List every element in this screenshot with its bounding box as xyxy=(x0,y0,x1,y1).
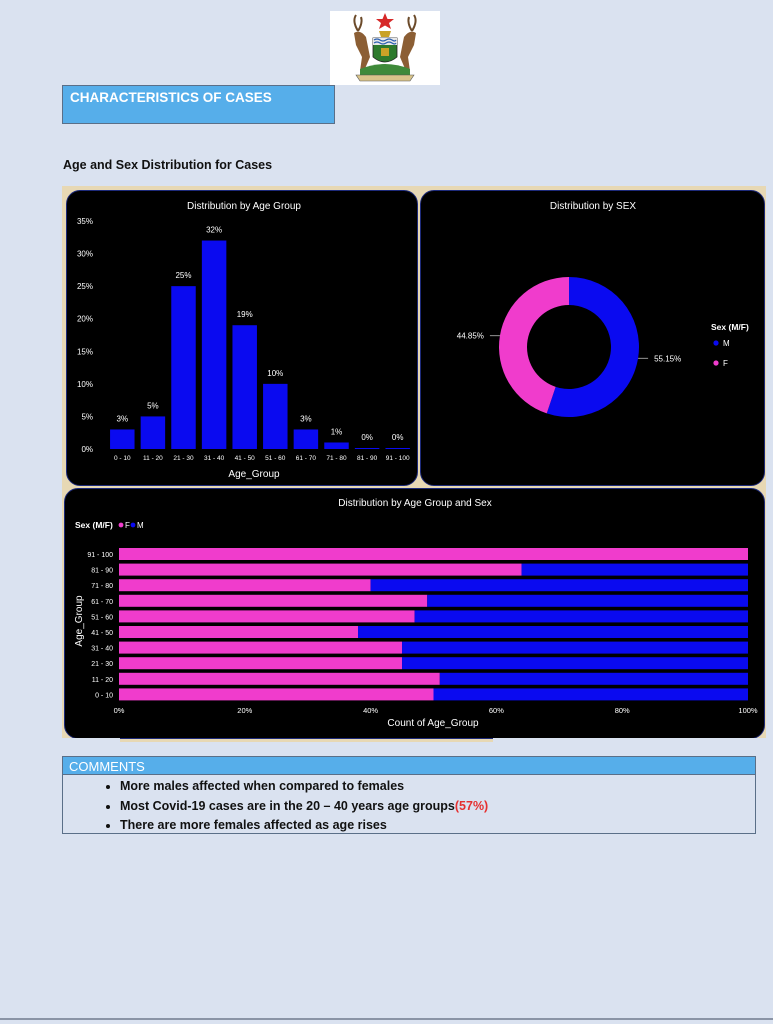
stacked-bar-segment-m xyxy=(402,657,748,669)
stacked-bar-segment-m xyxy=(402,642,748,654)
sex-panel xyxy=(420,190,765,486)
y-tick-label: 21 - 30 xyxy=(91,661,113,669)
x-tick-label: 71 - 80 xyxy=(326,455,347,462)
stacked-bar-segment-f xyxy=(119,610,415,622)
x-tick-label: 100% xyxy=(738,706,758,715)
legend-label: F xyxy=(723,359,728,368)
y-tick-label: 0% xyxy=(81,445,93,454)
legend-swatch xyxy=(119,523,124,528)
comment-highlight: (57%) xyxy=(454,798,489,813)
stacked-bar-segment-f xyxy=(119,673,440,685)
y-tick-label: 25% xyxy=(76,282,93,292)
stacked-bar-segment-f xyxy=(119,579,371,591)
comments-box xyxy=(62,756,756,834)
legend-label: F xyxy=(125,521,130,530)
bar-data-label: 19% xyxy=(236,310,253,320)
y-tick-label: 61 - 70 xyxy=(91,598,113,606)
stacked-bar-segment-m xyxy=(358,626,748,638)
bar-data-label: 5% xyxy=(147,401,159,411)
legend-label: M xyxy=(723,339,730,348)
comments-heading: COMMENTS xyxy=(63,757,755,775)
x-tick-label: 0 - 10 xyxy=(113,455,131,462)
age-bar xyxy=(324,442,348,449)
age-bar xyxy=(110,429,134,449)
bar-data-label: 3% xyxy=(116,414,129,424)
y-tick-label: 15% xyxy=(76,347,93,357)
y-tick-label: 0 - 10 xyxy=(95,692,113,700)
stacked-bar-segment-f xyxy=(119,657,402,669)
x-tick-label: 41 - 50 xyxy=(234,455,255,462)
x-axis-label: Age_Group xyxy=(228,469,280,480)
bar-data-label: 25% xyxy=(175,271,192,281)
stacked-bar-segment-f xyxy=(119,642,402,654)
legend-swatch xyxy=(713,340,718,345)
y-tick-label: 11 - 20 xyxy=(91,676,113,684)
y-tick-label: 10% xyxy=(76,379,93,389)
bar-data-label: 1% xyxy=(330,427,343,437)
stacked-bar-segment-f xyxy=(119,688,434,700)
age-bar xyxy=(171,286,195,449)
x-tick-label: 40% xyxy=(363,706,379,715)
x-tick-label: 21 - 30 xyxy=(173,455,194,462)
y-tick-label: 91 - 100 xyxy=(87,552,113,559)
y-tick-label: 35% xyxy=(76,217,93,226)
star-icon xyxy=(376,13,394,29)
comments-list xyxy=(63,777,755,836)
comment-text: There are more females affected as age rises xyxy=(120,818,387,832)
x-tick-label: 91 - 100 xyxy=(385,455,410,462)
x-tick-label: 31 - 40 xyxy=(203,455,225,462)
age-bar xyxy=(355,448,379,449)
chart-subheading: Age and Sex Distribution for Cases xyxy=(63,158,273,172)
age-bar xyxy=(263,384,287,449)
x-tick-label: 51 - 60 xyxy=(265,455,286,462)
age-group-panel xyxy=(66,190,418,486)
stacked-bar-segment-m xyxy=(415,610,748,622)
frame-gap xyxy=(493,738,766,745)
age-sex-panel xyxy=(64,488,765,739)
stacked-bar-segment-m xyxy=(434,688,749,700)
y-tick-label: 71 - 80 xyxy=(91,583,113,591)
stacked-bar-segment-f xyxy=(119,595,427,607)
y-tick-label: 81 - 90 xyxy=(91,567,113,575)
y-tick-label: 20% xyxy=(76,314,93,324)
legend-swatch xyxy=(713,360,718,365)
x-tick-label: 0% xyxy=(113,706,125,715)
bar-data-label: 3% xyxy=(300,414,312,424)
bar-data-label: 0% xyxy=(391,433,404,442)
y-tick-label: 30% xyxy=(76,249,93,259)
x-tick-label: 61 - 70 xyxy=(295,455,317,462)
slice-data-label: 55.15% xyxy=(654,354,682,364)
age-bar xyxy=(294,429,318,449)
comment-item xyxy=(120,777,755,797)
x-tick-label: 20% xyxy=(237,706,253,715)
coat-of-arms-emblem xyxy=(330,11,440,85)
section-title: CHARACTERISTICS OF CASES xyxy=(62,85,335,124)
age-sex-stacked-bar-chart xyxy=(65,489,765,739)
legend-swatch xyxy=(131,523,136,528)
y-tick-label: 41 - 50 xyxy=(91,630,113,637)
x-tick-label: 60% xyxy=(488,706,504,715)
chart-title: Distribution by SEX xyxy=(549,201,637,212)
frame-gap xyxy=(62,738,120,745)
legend-label: M xyxy=(137,521,144,530)
comment-text: Most Covid-19 cases are in the 20 – 40 years age groups xyxy=(120,798,455,813)
sex-donut-chart xyxy=(421,191,765,486)
stacked-bar-segment-m xyxy=(371,579,748,591)
y-tick-label: 31 - 40 xyxy=(91,645,113,653)
y-tick-label: 51 - 60 xyxy=(91,614,113,622)
x-axis-label: Count of Age_Group xyxy=(387,718,479,729)
age-group-bar-chart xyxy=(67,191,418,486)
stacked-bar-segment-f xyxy=(119,548,748,560)
stacked-bar-segment-m xyxy=(522,564,748,576)
comment-item xyxy=(120,797,755,817)
y-tick-label: 5% xyxy=(81,412,93,422)
bar-data-label: 10% xyxy=(267,368,284,378)
stacked-bar-segment-f xyxy=(119,564,522,576)
age-bar xyxy=(232,325,256,449)
age-bar xyxy=(141,416,165,449)
legend-title: Sex (M/F) xyxy=(711,322,749,332)
x-tick-label: 81 - 90 xyxy=(356,455,378,462)
age-bar xyxy=(202,241,226,449)
chart-title: Distribution by Age Group and Sex xyxy=(338,498,492,509)
chart-title: Distribution by Age Group xyxy=(187,201,301,212)
comment-text: More males affected when compared to females xyxy=(120,779,405,793)
y-axis-label: Age_Group xyxy=(74,595,85,647)
stacked-bar-segment-m xyxy=(440,673,748,685)
stacked-bar-segment-m xyxy=(427,595,748,607)
page-bottom-rule xyxy=(0,1018,773,1020)
legend-title: Sex (M/F) xyxy=(75,520,113,530)
bar-data-label: 32% xyxy=(206,225,223,235)
age-bar xyxy=(385,448,409,449)
bar-data-label: 0% xyxy=(361,433,373,442)
slice-data-label: 44.85% xyxy=(456,331,484,341)
stacked-bar-segment-f xyxy=(119,626,358,638)
x-tick-label: 80% xyxy=(614,706,630,715)
comment-item xyxy=(120,816,755,836)
x-tick-label: 11 - 20 xyxy=(143,455,163,462)
